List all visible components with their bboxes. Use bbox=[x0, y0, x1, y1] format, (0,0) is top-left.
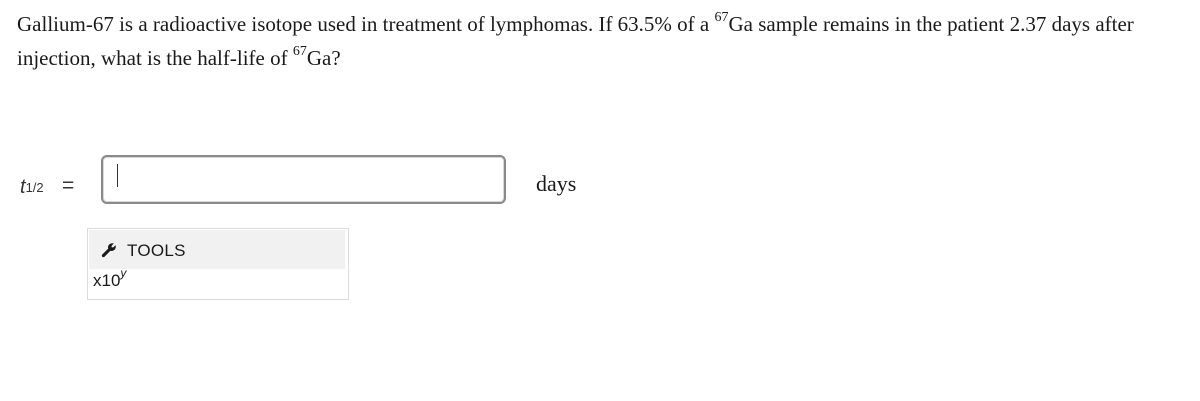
text-caret bbox=[117, 164, 118, 187]
tools-label: TOOLS bbox=[127, 241, 186, 260]
answer-input[interactable] bbox=[101, 155, 506, 204]
isotope-mass-number: 67 bbox=[714, 10, 729, 25]
tools-toggle[interactable] bbox=[89, 230, 345, 269]
scientific-notation-button[interactable] bbox=[91, 266, 128, 297]
unit-label: days bbox=[536, 171, 577, 196]
half-life-variable: t bbox=[20, 176, 26, 198]
wrench-icon bbox=[101, 242, 117, 258]
sci-base: x10 bbox=[93, 271, 121, 290]
equals-sign: = bbox=[62, 174, 75, 197]
tools-panel bbox=[87, 228, 349, 300]
half-life-label bbox=[20, 176, 44, 199]
question-text bbox=[17, 7, 1192, 75]
answer-row bbox=[0, 150, 1200, 214]
half-life-subscript: 1/2 bbox=[25, 180, 44, 195]
question-part-2: Ga sample remains in the patient 2.37 days after injection, what is the half-life of bbox=[17, 12, 1134, 70]
isotope-mass-number-2: 67 bbox=[292, 44, 307, 59]
question-part-1: Gallium-67 is a radioactive isotope used in treatment of lymphomas. If 63.5% of a bbox=[17, 12, 715, 36]
sci-exponent: y bbox=[120, 266, 127, 280]
question-part-3: Ga? bbox=[306, 46, 341, 70]
